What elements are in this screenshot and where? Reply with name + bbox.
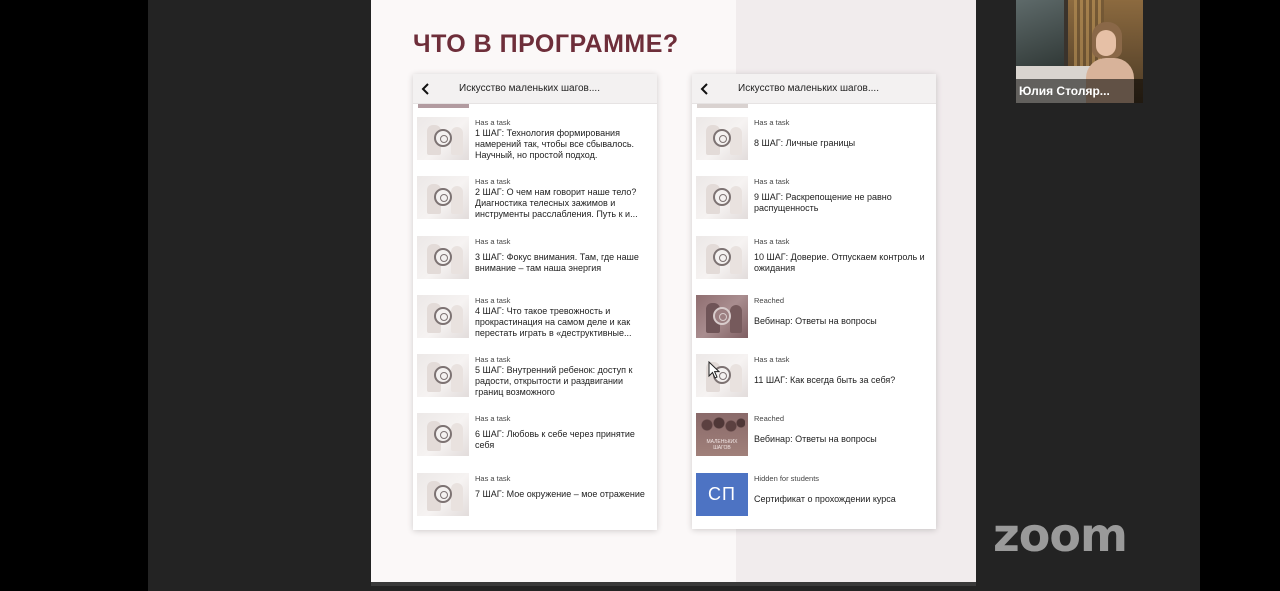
certificate-item[interactable] (692, 460, 936, 519)
lesson-thumbnail (696, 176, 748, 219)
lesson-thumbnail (417, 295, 469, 338)
webinar-thumbnail (696, 295, 748, 338)
lesson-thumbnail (417, 117, 469, 160)
lesson-title: 3 ШАГ: Фокус внимания. Там, где наше внимание – там наша энергия (475, 251, 639, 273)
lesson-item[interactable] (692, 341, 936, 400)
lesson-status: Has a task (475, 473, 511, 483)
webinar-item[interactable] (692, 400, 936, 459)
lesson-thumbnail (417, 354, 469, 397)
lesson-title: 6 ШАГ: Любовь к себе через принятие себя (475, 429, 635, 451)
lesson-status: Reached (754, 414, 785, 424)
back-button[interactable] (692, 74, 718, 104)
certificate-initials: СП (708, 483, 736, 504)
chevron-left-icon (700, 83, 710, 95)
lesson-status: Has a task (475, 118, 511, 127)
lesson-item[interactable] (692, 223, 936, 282)
zoom-logo: zoom (993, 508, 1127, 562)
lesson-title: 8 ШАГ: Личные границы (754, 138, 856, 148)
lesson-status: Has a task (475, 414, 511, 424)
seal-icon (434, 248, 452, 266)
lesson-thumbnail (417, 236, 469, 279)
chevron-left-icon (421, 83, 431, 95)
course-title: Искусство маленьких шагов.... (738, 83, 879, 94)
lesson-item[interactable] (413, 163, 657, 222)
lesson-thumbnail (696, 354, 748, 397)
thumbnail-caption: МАЛЕНЬКИХ ШАГОВ (706, 439, 738, 452)
lesson-status: Has a task (475, 355, 511, 365)
slide-title: ЧТО В ПРОГРАММЕ? (413, 30, 679, 58)
course-list-panel-right (692, 74, 936, 529)
slide-bottom-bar (371, 582, 976, 586)
lesson-title: Сертификат о прохождении курса (754, 493, 896, 504)
lesson-item[interactable] (413, 460, 657, 519)
course-title: Искусство маленьких шагов.... (459, 83, 600, 94)
seal-icon (434, 307, 452, 325)
lesson-status: Reached (754, 295, 785, 305)
lesson-thumbnail (696, 236, 748, 279)
seal-icon (713, 248, 731, 266)
lesson-item[interactable] (413, 400, 657, 459)
participant-name: Юлия Столяр... (1019, 84, 1110, 98)
course-header (413, 74, 657, 104)
seal-icon (713, 307, 731, 325)
back-button[interactable] (413, 74, 439, 104)
lesson-thumbnail (417, 176, 469, 219)
webinar-group-thumbnail (696, 413, 748, 456)
lesson-item[interactable] (692, 104, 936, 163)
lesson-status: Hidden for students (754, 473, 820, 483)
lesson-status: Has a task (754, 355, 790, 365)
lesson-item[interactable] (413, 282, 657, 341)
seal-icon (434, 366, 452, 384)
seal-icon (434, 188, 452, 206)
lesson-item[interactable] (692, 163, 936, 222)
lesson-title: 5 ШАГ: Внутренний ребенок: доступ к радости, открытости и раздвигании границ возможного (475, 365, 633, 398)
lesson-status: Has a task (475, 236, 511, 246)
lesson-item[interactable] (413, 104, 657, 163)
lesson-status: Has a task (754, 118, 790, 127)
participant-video-tile[interactable] (1016, 0, 1143, 103)
seal-icon (434, 425, 452, 443)
lesson-item[interactable] (413, 223, 657, 282)
lesson-status: Has a task (754, 236, 790, 246)
seal-icon (434, 129, 452, 147)
seal-icon (713, 188, 731, 206)
lesson-thumbnail (696, 117, 748, 160)
webinar-item[interactable] (692, 282, 936, 341)
lesson-status: Has a task (754, 177, 790, 187)
lesson-title: 10 ШАГ: Доверие. Отпускаем контроль и ожидания (754, 251, 925, 273)
lesson-title: Вебинар: Ответы на вопросы (754, 315, 877, 326)
lesson-title: 9 ШАГ: Раскрепощение не равно распущенность (754, 192, 892, 214)
lesson-title: Вебинар: Ответы на вопросы (754, 434, 877, 445)
lesson-status: Has a task (475, 295, 511, 305)
presentation-slide (371, 0, 976, 582)
lesson-title: 1 ШАГ: Технология формирования намерений так, чтобы все сбывалось. Научный, но простой подход. (475, 128, 635, 160)
seal-icon (434, 485, 452, 503)
seal-icon (713, 129, 731, 147)
mouse-cursor-icon (708, 361, 720, 379)
lesson-item[interactable] (413, 341, 657, 400)
certificate-thumbnail (696, 473, 748, 516)
lesson-title: 11 ШАГ: Как всегда быть за себя? (754, 375, 896, 386)
lesson-thumbnail (417, 473, 469, 516)
lesson-title: 7 ШАГ: Мое окружение – мое отражение (475, 488, 645, 499)
lesson-thumbnail (417, 413, 469, 456)
lesson-status: Has a task (475, 177, 511, 187)
course-header (692, 74, 936, 104)
course-list-panel-left (413, 74, 657, 530)
lesson-title: 4 ШАГ: Что такое тревожность и прокрастинация на самом деле и как перестать играть в «деструктивные... (475, 305, 632, 338)
lesson-title: 2 ШАГ: О чем нам говорит наше тело? Диагностика телесных зажимов и инструменты расслабления. Путь к и... (475, 187, 638, 220)
